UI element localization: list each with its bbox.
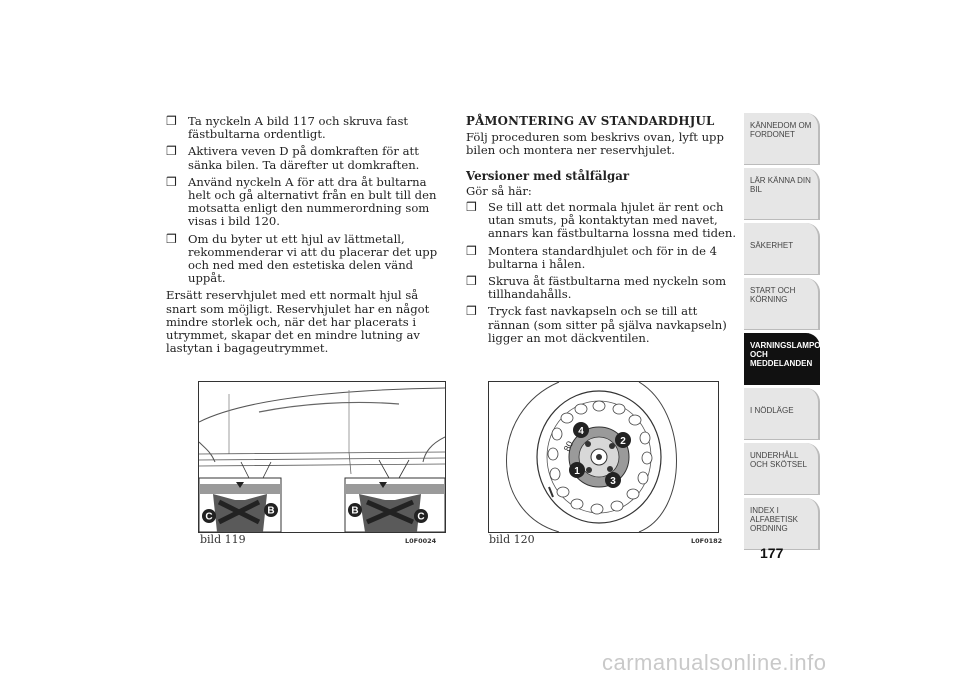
sidebar-tab-sakerhet[interactable]: SÄKERHET xyxy=(744,223,820,275)
callout-label: C xyxy=(205,511,213,523)
checkbox-bullet-icon: ❒ xyxy=(166,174,177,189)
checkbox-bullet-icon: ❒ xyxy=(166,144,177,159)
checkbox-bullet-icon: ❒ xyxy=(466,304,477,319)
figure-119-jack-points xyxy=(198,381,446,533)
checkbox-bullet-icon: ❒ xyxy=(466,243,477,258)
figure-caption: bild 119 xyxy=(200,533,246,546)
intro-paragraph: Följ proceduren som beskrivs ovan, lyft upp bilen och montera ner reservhjulet. xyxy=(466,130,724,158)
instruction-item: ❒ Ta nyckeln A bild 117 och skruva fast fästbultarna ordentligt. xyxy=(166,114,409,142)
figure-code: L0F0024 xyxy=(405,537,437,545)
sidebar-tab-nodlage[interactable]: I NÖDLÄGE xyxy=(744,388,820,440)
page-number: 177 xyxy=(760,545,784,561)
instruction-item: ❒ Om du byter ut ett hjul av lättmetall, rekommenderar vi att du placerar det upp och ned med den estetiska delen vänd uppåt. xyxy=(166,231,438,286)
sidebar-tab-varningslampor[interactable]: VARNINGSLAMPOR OCH MEDDELANDEN xyxy=(744,333,820,385)
instruction-item: ❒ Montera standardhjulet och för in de 4 bultarna i hålen. xyxy=(466,243,718,271)
figure-caption: bild 120 xyxy=(489,533,535,546)
section-heading: PÅMONTERING AV STANDARDHJUL xyxy=(466,114,715,128)
sidebar-tab-start[interactable]: START OCH KÖRNING xyxy=(744,278,820,330)
checkbox-bullet-icon: ❒ xyxy=(466,274,477,289)
callout-label: C xyxy=(417,511,425,523)
sidebar-tab-underhall[interactable]: UNDERHÅLL OCH SKÖTSEL xyxy=(744,443,820,495)
bolt-order-label: 3 xyxy=(610,476,616,487)
hub-text: 80 xyxy=(561,439,576,453)
bolt-order-label: 2 xyxy=(620,436,626,447)
figure-120-wheel-bolts xyxy=(488,381,719,533)
callout-label: B xyxy=(267,505,275,517)
callout-label: B xyxy=(351,505,359,517)
instruction-item: ❒ Skruva åt fästbultarna med nyckeln som tillhandahålls. xyxy=(466,274,727,302)
lead-text: Gör så här: xyxy=(466,183,532,198)
checkbox-bullet-icon: ❒ xyxy=(466,200,477,215)
sidebar-tab-lar-kanna[interactable]: LÄR KÄNNA DIN BIL xyxy=(744,168,820,220)
sidebar-tab-kannedom[interactable]: KÄNNEDOM OM FORDONET xyxy=(744,113,820,165)
instruction-item: ❒ Se till att det normala hjulet är rent och utan smuts, på kontaktytan med navet, annars kan fästbultarna lossna med tiden. xyxy=(466,200,737,241)
sidebar-tab-index[interactable]: INDEX I ALFABETISK ORDNING xyxy=(744,498,820,550)
checkbox-bullet-icon: ❒ xyxy=(166,114,177,128)
instruction-item: ❒ Tryck fast navkapseln och se till att rännan (som sitter på själva navkapseln) ligger an mot däckventilen. xyxy=(466,304,727,345)
left-column xyxy=(166,115,448,355)
bolt-order-label: 4 xyxy=(578,426,584,437)
subheading: Versioner med stålfälgar xyxy=(466,168,630,183)
figure-code: L0F0182 xyxy=(691,537,723,545)
chapter-sidebar xyxy=(744,113,827,553)
watermark: carmanualsonline.info xyxy=(602,650,827,675)
instruction-item: ❒ Använd nyckeln A för att dra åt bultarna helt och gå alternativt från en bult till den motsatta enligt den nummerordning som visas i bild 120. xyxy=(166,174,437,229)
wheel-illustration xyxy=(489,382,718,532)
bolt-order-label: 1 xyxy=(574,466,580,477)
right-column xyxy=(466,115,742,349)
body-paragraph: Ersätt reservhjulet med ett normalt hjul så snart som möjligt. Reservhjulet har en något mindre storlek och, när det har placerats i utrymmet, skapar det en mindre lutning av lastytan i bagageutrymmet. xyxy=(166,288,430,356)
checkbox-bullet-icon: ❒ xyxy=(166,231,177,246)
instruction-item: ❒ Aktivera veven D på domkraften för att sänka bilen. Ta därefter ut domkraften. xyxy=(166,144,420,172)
car-side-illustration xyxy=(199,382,445,532)
